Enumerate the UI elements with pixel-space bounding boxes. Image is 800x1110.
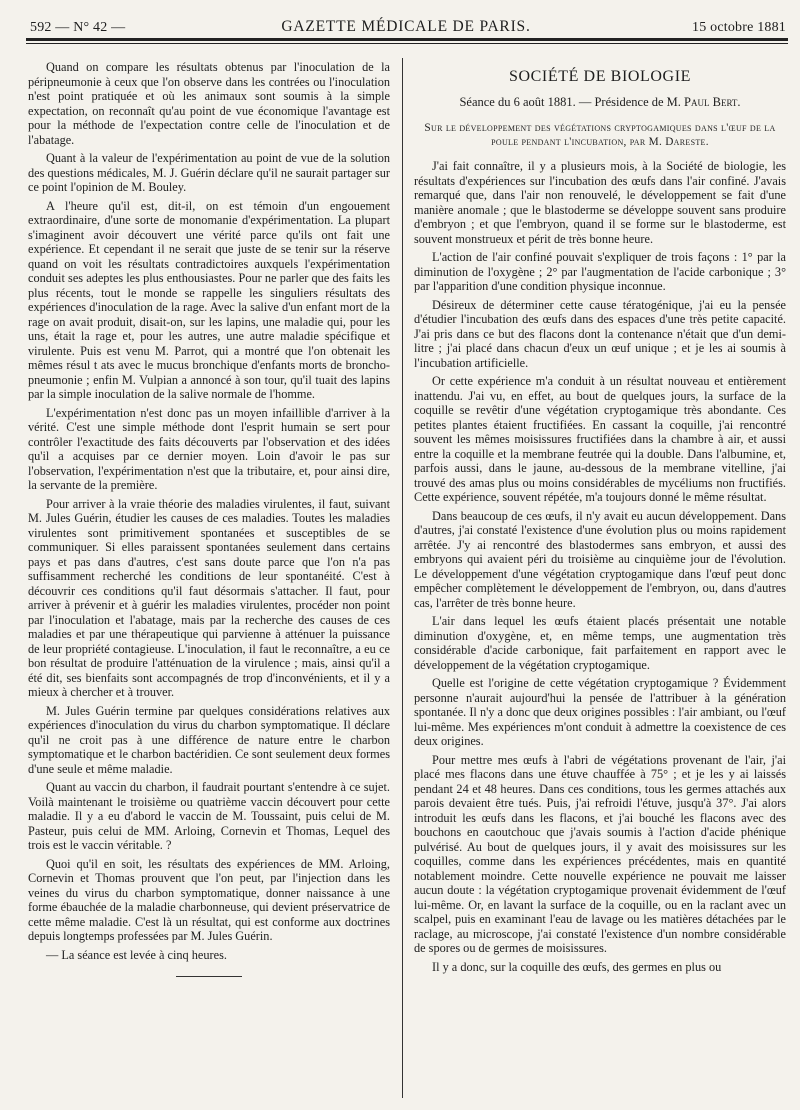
session-prefix: Séance du 6 août 1881. — Présidence de M. xyxy=(459,94,685,109)
right-paragraph-1: J'ai fait connaître, il y a plusieurs mois, à la Société de biologie, les résultats d'expériences sur l'incubation des œufs dans l'air confiné. J'avais remarqué que, dans l'air non renouvelé, le développement se fait d'une manière anomale ; que le blastoderme se développe souvent sans produire d'embryon ; et que l'embryon, quand il se forme sur le blastoderme, est souvent monstrueux et périt de très bonne heure. xyxy=(414,159,786,246)
left-paragraph-9: — La séance est levée à cinq heures. xyxy=(46,947,227,962)
left-paragraph-8: Quoi qu'il en soit, les résultats des expériences de MM. Arloing, Cornevin et Thomas prouvent que l'on peut, par l'injection dans les veines du virus du charbon symptomatique, donner naissance à une forme ébauchée de la maladie charbonneuse, qui devient préservatrice de cette même maladie. C'est là un résultat, qui est conforme aux doctrines depuis longtemps professées par M. Jules Guérin. xyxy=(28,856,390,943)
left-paragraph-6: M. Jules Guérin termine par quelques considérations relatives aux expériences d'inoculation du virus du charbon symptomatique. Il déclare qu'il ne croit pas à une différence de nature entre le charbon symptomatique et le charbon bactéridien. Ce sont seulement deux formes d'une seule et même maladie. xyxy=(28,703,390,776)
page-header xyxy=(26,14,786,38)
column-divider xyxy=(402,58,403,1098)
right-column xyxy=(414,60,786,978)
right-paragraph-9: Il y a donc, sur la coquille des œufs, des germes en plus ou xyxy=(432,959,722,974)
header-rule-thick xyxy=(26,38,788,41)
page-number: 592 — N° 42 — xyxy=(30,20,126,35)
left-paragraph-4: L'expérimentation n'est donc pas un moyen infaillible d'arriver à la vérité. C'est une simple méthode dont l'esprit humain se sert pour contrôler l'exactitude des faits découverts par l'observation et des idées qu'il a acquises par ce dernier moyen. Loin d'avoir le pas sur l'observation, l'expérimentation n'est que la tributaire, et, pour ainsi dire, la servante de la première. xyxy=(28,405,390,492)
issue-date: 15 octobre 1881 xyxy=(692,20,786,35)
header-rule-thin xyxy=(26,43,788,44)
right-paragraph-2: L'action de l'air confiné pouvait s'expliquer de trois façons : 1° par la diminution de l'oxygène ; 2° par l'augmentation de l'acide carbonique ; 3° par l'apparition d'une condition physique inconnue. xyxy=(414,250,786,293)
section-end-rule xyxy=(176,976,242,977)
left-paragraph-1: Quand on compare les résultats obtenus par l'inoculation de la péripneumonie à ceux que l'on observe dans les contrées ou l'inoculation n'est point pratiquée et où les animaux sont soumis à la simple expectation, on reconnaît qu'au point de vue économique l'avantage est pour la méthode de l'expectation contre celle de l'inoculation et de l'abatage. xyxy=(28,60,390,147)
right-paragraph-4: Or cette expérience m'a conduit à un résultat nouveau et entièrement inattendu. J'ai vu, en effet, au bout de quelques jours, la surface de la coquille se revêtir d'une végétation cryptogamique très abondante. Ces petites plantes étaient fructifiées. En cassant la coquille, j'ai rencontré souvent les mêmes moisissures fructifiées dans la chambre à air, et aussi entre la coquille et la membrane feutrée qui la double. Dans l'albumine, et, parfois aussi, dans le jaune, au-dessous de la membrane vitelline, j'ai trouvé des amas plus ou moins considérables de mycéliums non fructifiés. Cette expérience, souvent répétée, m'a toujours donné le même résultat. xyxy=(414,374,786,504)
society-heading: SOCIÉTÉ DE BIOLOGIE xyxy=(508,68,692,85)
journal-title: GAZETTE MÉDICALE DE PARIS. xyxy=(281,18,531,35)
right-paragraph-8: Pour mettre mes œufs à l'abri de végétations provenant de l'air, j'ai placé mes flacons dans une étuve chauffée à 75° ; et je les y ai laissés pendant 24 et 48 heures. Dans ces conditions, tous les germes attachés aux parois devaient être tués. Puis, j'ai refroidi l'étuve, jusqu'à 37°. J'ai alors introduit les œufs dans les flacons, et j'ai bouché les flacons avec des bouchons en caoutchouc que j'avais soumis à l'action d'acide phénique pulvérisé. Au bout de quelques jours, il y avait des moisissures sur les coquilles, comme dans les expériences précédentes, mais en quantité notablement moindre. Cette nouvelle expérience ne pouvait me laisser aucun doute : la végétation cryptogamique provenait évidemment de l'œuf lui-même. Or, en lavant la surface de la coquille, ou en la raclant avec un scalpel, puis en examinant l'eau de lavage ou les matières détachées par le raclage, au microscope, j'ai constaté l'existence d'un nombre considérable de spores ou de germes de moisissures. xyxy=(414,752,786,955)
left-paragraph-2: Quant à la valeur de l'expérimentation au point de vue de la solution des questions médicales, M. J. Guérin déclare qu'il ne saurait partager sur ce point l'opinion de M. Bouley. xyxy=(28,151,390,194)
session-president: Paul Bert. xyxy=(684,94,741,109)
right-paragraph-5: Dans beaucoup de ces œufs, il n'y avait eu aucun développement. Dans d'autres, j'ai constaté l'existence d'une évolution plus ou moins rapidement arrêtée. J'y ai rencontré des blastodermes sans embryon, et aussi des embryons qui avaient péri du troisième au cinquième jour de l'évolution. Le développement d'une végétation cryptogamique dans l'œuf peut donc empêcher complètement le développement de l'embryon, ou, dans d'autres cas, l'arrêter de très bonne heure. xyxy=(414,508,786,610)
session-line xyxy=(414,95,786,110)
left-paragraph-3: A l'heure qu'il est, dit-il, on est témoin d'un engouement extraordinaire, d'une sorte de monomanie d'expérimentation. La plupart s'imaginent avoir découvert une vérité parce qu'ils ont fait une expérience. Et cependant il ne serait que juste de se tenir sur la réserve quand on voit les résultats contradictoires auxquels l'expérimentation conduit ses adeptes les plus enthousiastes. Pour ne parler que des faits les plus récents, tout le monde se rappelle les singuliers résultats des expériences d'inoculation de la rage. Avec la salive d'un enfant mort de la rage on avait produit, disait-on, sur les lapins, une maladie qui, pour les uns, était la rage et, pour les autres, une autre maladie spécifique et virulente. Puis est venu M. Parrot, qui a montré que l'on obtenait les mêmes résul t ats avec le mucus bronchique d'enfants morts de broncho-pneumonie ; enfin M. Vulpian a annoncé à son tour, qu'il tuait des lapins par la simple inoculation de la salive normale de l'homme. xyxy=(28,198,390,401)
right-paragraph-7: Quelle est l'origine de cette végétation cryptogamique ? Évidemment personne n'aurait aujourd'hui la pensée de l'attribuer à la génération spontanée. Il n'y a donc que deux origines possibles : l'air ambiant, ou l'œuf lui-même. Mes expériences m'ont conduit à admettre la coexistence de ces deux origines. xyxy=(414,676,786,748)
left-column xyxy=(28,60,390,977)
right-paragraph-6: L'air dans lequel les œufs étaient placés présentait une notable diminution d'oxygène, et, en même temps, une augmentation très considérable d'acide carbonique, fait parfaitement en rapport avec le développement de la végétation cryptogamique. xyxy=(414,614,786,672)
article-subject: Sur le développement des végétations cryptogamiques dans l'œuf de la poule pendant l'incubation, par M. Dareste. xyxy=(424,122,776,148)
left-paragraph-5: Pour arriver à la vraie théorie des maladies virulentes, il faut, suivant M. Jules Guérin, étudier les causes de ces maladies. Toutes les maladies virulentes sont primitivement spontanées et susceptibles de se communiquer. Si elles paraissent spontanées seulement dans certains pays et pas dans d'autres, c'est sans doute parce que l'on n'a pas suffisamment recherché les conditions de leur spontanéité. C'est à découvrir ces conditions qu'il faut désormais s'attacher. Il faut, pour arriver à prévenir et à guérir les maladies virulentes, procéder non point par l'inoculation et l'abatage, mais par la recherche des causes de ces maladies et par une thérapeutique qui parvienne à atténuer la puissance de leur propriété contagieuse. L'inoculation, il faut le reconnaître, a eu ce bon résultat de produire l'atténuation de la virulence ; mais, ainsi qu'il a été dit, ses bienfaits sont accompagnés de trop d'inconvénients, et il y a mieux à chercher et à trouver. xyxy=(28,496,390,699)
right-paragraph-3: Désireux de déterminer cette cause tératogénique, j'ai eu la pensée d'étudier l'incubation des œufs dans des espaces d'une très petite capacité. J'ai pris dans ce but des flacons dont la contenance n'était que d'un demi-litre ; j'ai placé dans chacun d'eux un œuf unique ; et je les ai soumis à l'incubation artificielle. xyxy=(414,297,786,370)
left-paragraph-7: Quant au vaccin du charbon, il faudrait pourtant s'entendre à ce sujet. Voilà maintenant le troisième ou quatrième vaccin découvert pour cette maladie. Il y a eu d'abord le vaccin de M. Toussaint, puis celui de M. Pasteur, puis celui de MM. Arloing, Cornevin et Thomas, Lequel des trois est le vaccin véritable. ? xyxy=(28,780,390,852)
